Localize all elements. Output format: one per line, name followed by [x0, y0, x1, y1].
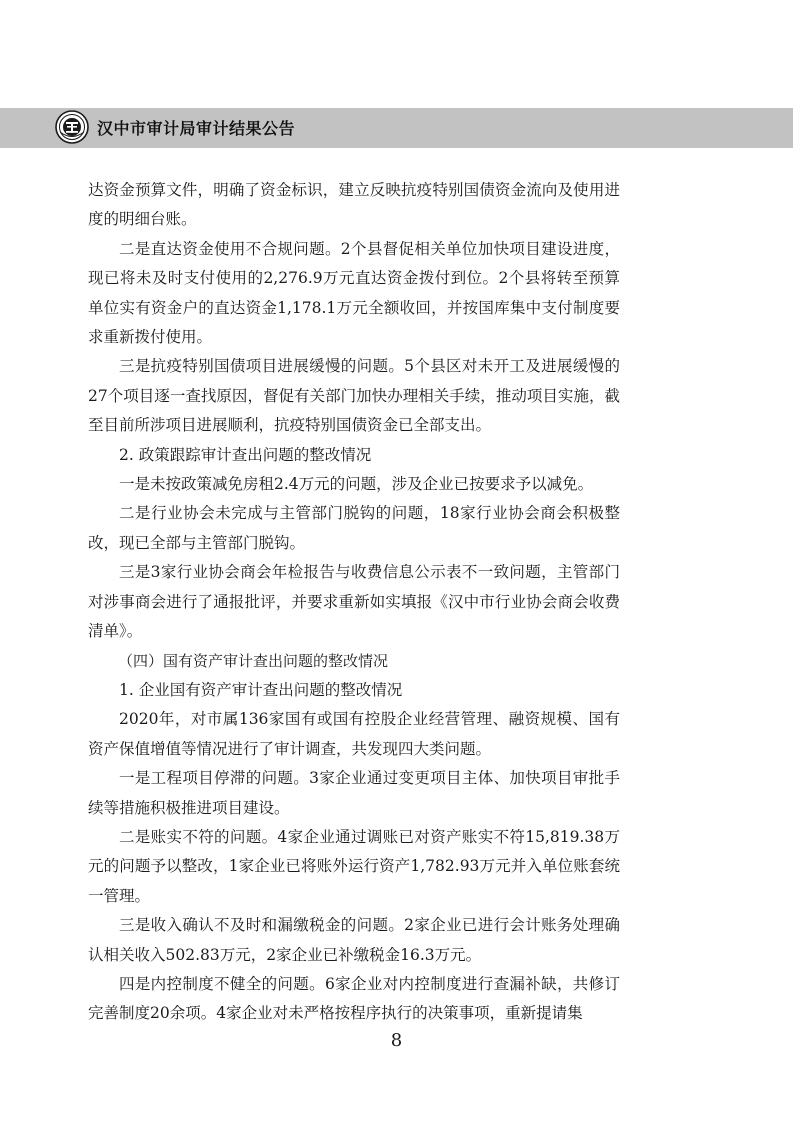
paragraph: 一是工程项目停滞的问题。3家企业通过变更项目主体、加快项目审批手续等措施积极推进项目建设。: [88, 769, 620, 817]
audit-emblem-icon: [55, 110, 89, 144]
paragraph: 二是直达资金使用不合规问题。2个县督促相关单位加快项目建设进度，现已将未及时支付使用的2,276.9万元直达资金拨付到位。2个县将转至预算单位实有资金户的直达资金1,178.1万元全额收回，并按国库集中支付制度要求重新拨付使用。: [88, 239, 620, 347]
paragraph: 2020年，对市属136家国有或国有控股企业经营管理、融资规模、国有资产保值增值等情况进行了审计调查，共发现四大类问题。: [88, 710, 620, 758]
subsection-heading: 2. 政策跟踪审计查出问题的整改情况: [119, 445, 372, 464]
subsection-heading: 1. 企业国有资产审计查出问题的整改情况: [119, 680, 403, 699]
paragraph: 三是收入确认不及时和漏缴税金的问题。2家企业已进行会计账务处理确认相关收入502.83万元，2家企业已补缴税金16.3万元。: [88, 916, 620, 964]
paragraph: 四是内控制度不健全的问题。6家企业对内控制度进行查漏补缺，共修订完善制度20余项。4家企业对未严格按程序执行的决策事项，重新提请集: [88, 974, 620, 1023]
section-heading: （四）国有资产审计查出问题的整改情况: [118, 651, 389, 670]
paragraph: 达资金预算文件，明确了资金标识，建立反映抗疫特别国债资金流向及使用进度的明细台账。: [88, 181, 620, 229]
paragraph: 一是未按政策减免房租2.4万元的问题，涉及企业已按要求予以减免。: [119, 475, 594, 494]
paragraph: 二是行业协会未完成与主管部门脱钩的问题，18家行业协会商会积极整改，现已全部与主管部门脱钩。: [88, 504, 620, 552]
document-body: [88, 176, 620, 1029]
paragraph: 三是3家行业协会商会年检报告与收费信息公示表不一致问题，主管部门对涉事商会进行了通报批评，并要求重新如实填报《汉中市行业协会商会收费清单》。: [88, 563, 620, 641]
paragraph: 三是抗疫特别国债项目进展缓慢的问题。5个县区对未开工及进展缓慢的27个项目逐一查找原因，督促有关部门加快办理相关手续，推动项目实施，截至目前所涉项目进展顺利，抗疫特别国债资金已全部支出。: [88, 357, 620, 435]
paragraph: 二是账实不符的问题。4家企业通过调账已对资产账实不符15,819.38万元的问题予以整改，1家企业已将账外运行资产1,782.93万元并入单位账套统一管理。: [88, 827, 620, 905]
header-title: 汉中市审计局审计结果公告: [97, 119, 296, 138]
page-number: 8: [390, 1030, 403, 1051]
